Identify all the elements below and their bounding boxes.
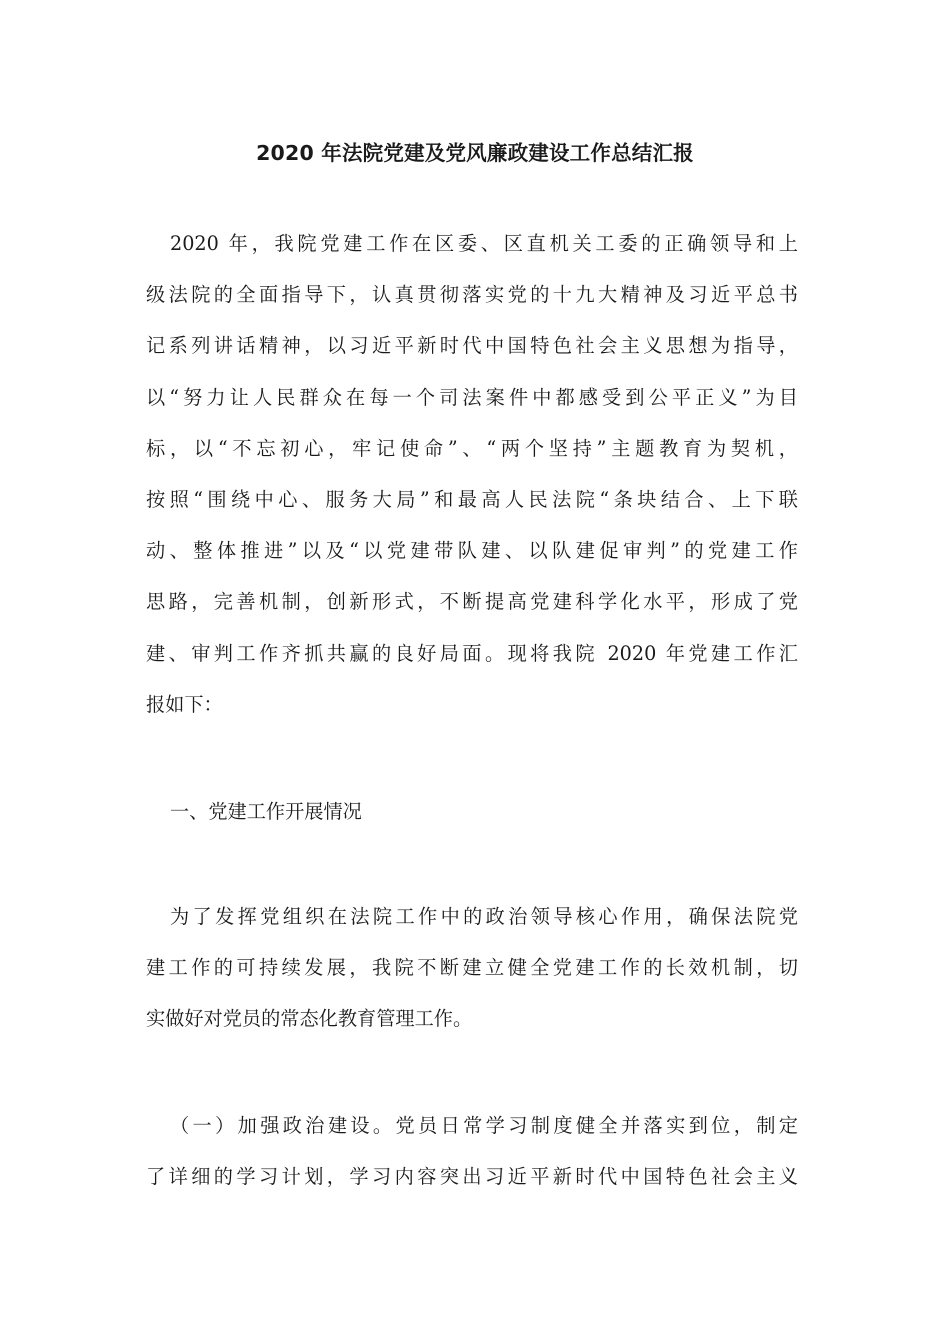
section-heading-text: 一、党建工作开展情况 bbox=[170, 800, 362, 823]
paragraph-line: 标，以“不忘初心，牢记使命”、“两个坚持”主题教育为契机， bbox=[146, 436, 798, 460]
paragraph-intro bbox=[146, 218, 798, 730]
paragraph-line: 了详细的学习计划，学习内容突出习近平新时代中国特色社会主义 bbox=[146, 1165, 798, 1189]
paragraph-line: 报如下： bbox=[146, 692, 223, 716]
paragraph-line: 记系列讲话精神，以习近平新时代中国特色社会主义思想为指导， bbox=[146, 334, 798, 358]
paragraph-line: 动、整体推进”以及“以党建带队建、以队建促审判”的党建工作 bbox=[146, 539, 798, 563]
section-heading bbox=[146, 786, 798, 837]
paragraph-line: 2020 年，我院党建工作在区委、区直机关工委的正确领导和上 bbox=[170, 232, 798, 255]
paragraph-section-intro bbox=[146, 891, 798, 1045]
paragraph-line: （一）加强政治建设。党员日常学习制度健全并落实到位，制定 bbox=[170, 1114, 798, 1137]
paragraph-line: 为了发挥党组织在法院工作中的政治领导核心作用，确保法院党 bbox=[170, 905, 798, 928]
paragraph-political-building bbox=[146, 1100, 798, 1202]
paragraph-line: 按照“围绕中心、服务大局”和最高人民法院“条块结合、上下联 bbox=[146, 487, 798, 511]
paragraph-line: 级法院的全面指导下，认真贯彻落实党的十九大精神及习近平总书 bbox=[146, 283, 798, 307]
paragraph-line: 建、审判工作齐抓共赢的良好局面。现将我院 2020 年党建工作汇 bbox=[146, 641, 798, 665]
paragraph-line: 以“努力让人民群众在每一个司法案件中都感受到公平正义”为目 bbox=[146, 385, 798, 409]
document-title: 2020 年法院党建及党风廉政建设工作总结汇报 bbox=[256, 141, 694, 165]
paragraph-line: 思路，完善机制，创新形式，不断提高党建科学化水平，形成了党 bbox=[146, 590, 798, 614]
paragraph-line: 实做好对党员的常态化教育管理工作。 bbox=[146, 1007, 473, 1031]
paragraph-line: 建工作的可持续发展，我院不断建立健全党建工作的长效机制，切 bbox=[146, 956, 798, 980]
